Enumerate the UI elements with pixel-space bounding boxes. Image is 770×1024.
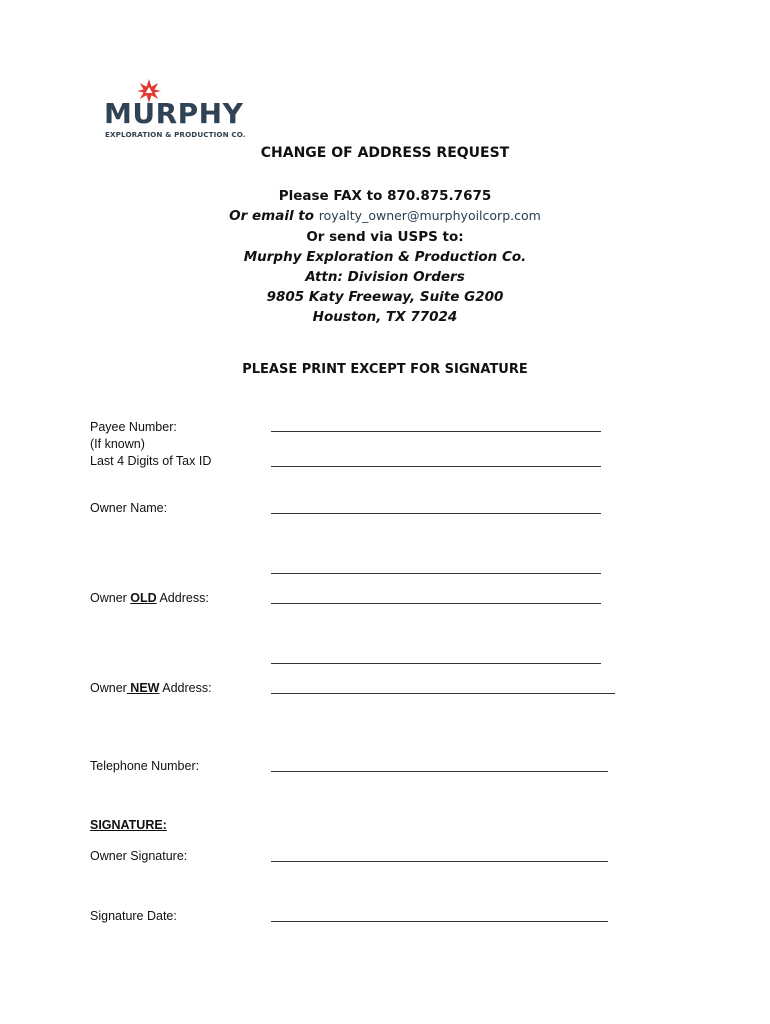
email-instruction <box>0 208 770 224</box>
old-address-line[interactable] <box>271 603 601 604</box>
logo-subtitle: EXPLORATION & PRODUCTION CO. <box>105 130 246 139</box>
new-address-line[interactable] <box>271 693 615 694</box>
signature-heading: SIGNATURE: <box>90 818 167 832</box>
logo-wordmark: MURPHY <box>104 97 244 130</box>
mailing-address-line-2: Attn: Division Orders <box>305 269 465 285</box>
old-address-label: Owner OLD Address: <box>90 591 209 605</box>
if-known-note: (If known) <box>90 437 145 451</box>
fax-instruction: Please FAX to 870.875.7675 <box>278 188 492 204</box>
tax-id-line[interactable] <box>271 466 601 467</box>
old-emphasis: OLD <box>130 591 157 605</box>
owner-signature-label: Owner Signature: <box>90 849 188 863</box>
usps-instruction: Or send via USPS to: <box>306 229 464 245</box>
mailing-address-line-1: Murphy Exploration & Production Co. <box>243 249 527 265</box>
telephone-line[interactable] <box>271 771 608 772</box>
mailing-address-line-3: 9805 Katy Freeway, Suite G200 <box>266 289 504 305</box>
payee-number-line[interactable] <box>271 431 601 432</box>
signature-date-label: Signature Date: <box>90 909 177 923</box>
email-address[interactable]: royalty_owner@murphyoilcorp.com <box>318 208 541 223</box>
owner-signature-line[interactable] <box>271 861 608 862</box>
form-title: CHANGE OF ADDRESS REQUEST <box>260 145 510 161</box>
new-emphasis: NEW <box>126 681 160 695</box>
owner-name-label: Owner Name: <box>90 501 168 515</box>
mailing-address-line-4: Houston, TX 77024 <box>312 309 458 325</box>
owner-name-line-2[interactable] <box>271 573 601 574</box>
company-logo <box>104 78 244 140</box>
print-instruction: PLEASE PRINT EXCEPT FOR SIGNATURE <box>242 362 528 377</box>
payee-number-label: Payee Number: <box>90 420 177 434</box>
signature-date-line[interactable] <box>271 921 608 922</box>
old-address-line-2[interactable] <box>271 663 601 664</box>
telephone-label: Telephone Number: <box>90 759 200 773</box>
owner-name-line[interactable] <box>271 513 601 514</box>
new-address-label: Owner NEW Address: <box>90 681 212 695</box>
email-prefix: Or email to <box>229 208 319 224</box>
tax-id-label: Last 4 Digits of Tax ID <box>90 454 212 468</box>
